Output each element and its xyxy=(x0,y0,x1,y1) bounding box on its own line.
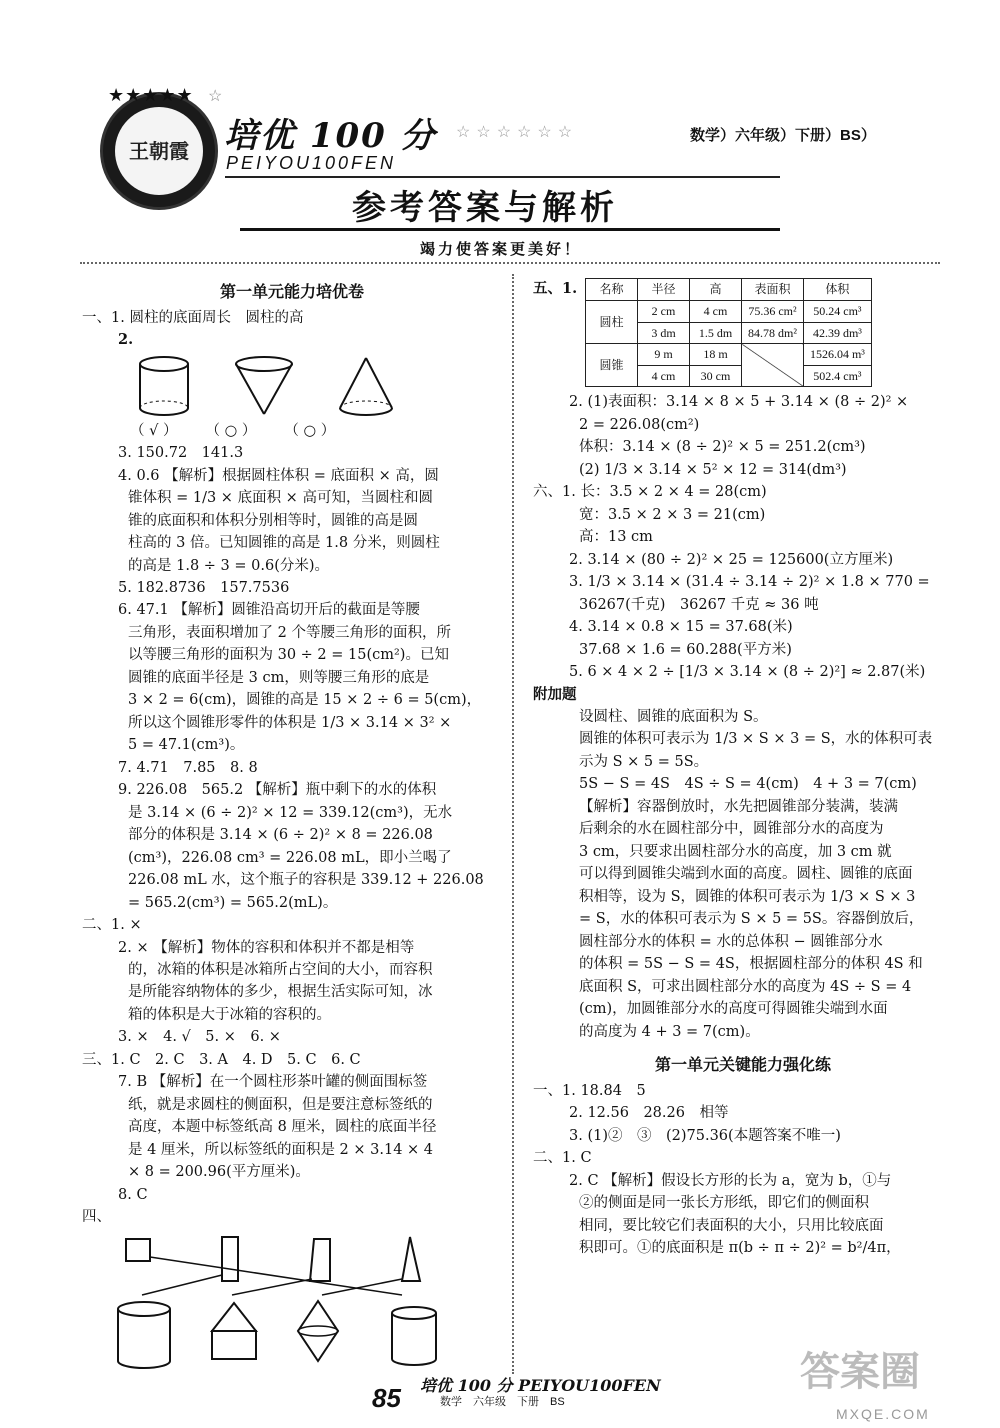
answer-line: 可以得到圆锥尖端到水面的高度。圆柱、圆锥的底面 xyxy=(579,866,913,883)
answer-line: 【解析】容器倒放时，水先把圆锥部分装满，装满 xyxy=(579,798,898,815)
logo-stars: ★★★★★ xyxy=(108,85,194,106)
answer-line: = S，水的体积可表示为 S × 5 = 5S。容器倒放后， xyxy=(579,911,924,928)
table-header-cell: 半径 xyxy=(638,279,690,301)
section-heading: 第一单元关键能力强化练 xyxy=(654,1055,831,1075)
table-cell-blank xyxy=(742,344,804,387)
table-cell: 9 m xyxy=(638,344,690,366)
answer-line: 是所能容纳物体的多少，根据生活实际可知，冰 xyxy=(128,984,433,1001)
table-label: 五、1. xyxy=(533,280,578,297)
table-header-row xyxy=(586,279,872,301)
answer-line: 2 = 226.08(cm²) xyxy=(579,416,700,433)
answer-line: 宽：3.5 × 2 × 3 = 21(cm) xyxy=(579,506,766,523)
table-header-cell: 表面积 xyxy=(742,279,804,301)
answer-line: 高度，本题中标签纸高 8 厘米，圆柱的底面半径 xyxy=(128,1119,437,1136)
answer-line: 箱的体积是大于冰箱的容积的。 xyxy=(128,1006,331,1023)
answer-line: 5. 6 × 4 × 2 ÷ [1/3 × 3.14 × (8 ÷ 2)²] ≈ 2.87(米) xyxy=(569,664,926,681)
brand-title: 培优 100 分 xyxy=(224,116,437,156)
answer-line: 体积：3.14 × (8 ÷ 2)² × 5 = 251.2(cm³) xyxy=(579,439,866,456)
answer-line: 36267(千克) 36267 千克 ≈ 36 吨 xyxy=(579,596,819,613)
brand-english: PEIYOU100FEN xyxy=(226,153,397,173)
answer-line: 柱高的 3 倍。已知圆锥的高是 1.8 分米，则圆柱 xyxy=(128,535,440,552)
dotted-divider xyxy=(80,262,940,264)
answer-line: 2. 12.56 28.26 相等 xyxy=(569,1105,729,1122)
footer-meta: 数学 六年级 下册 BS xyxy=(440,1396,565,1408)
inverted-cone-figure xyxy=(232,354,296,418)
answer-line: 锥体积 = 1/3 × 底面积 × 高可知，当圆柱和圆 xyxy=(128,490,433,507)
table-row xyxy=(586,301,872,323)
table-cell: 502.4 cm³ xyxy=(803,365,871,387)
answer-line: 37.68 × 1.6 = 60.288(平方米) xyxy=(579,641,792,658)
answer-line: 是 4 厘米，所以标签纸的面积是 2 × 3.14 × 4 xyxy=(128,1141,434,1158)
table-cell: 2 cm xyxy=(638,301,690,323)
page-title: 参考答案与解析 xyxy=(352,188,618,228)
logo-text: 王朝霞 xyxy=(115,107,203,195)
table-cell: 4 cm xyxy=(638,365,690,387)
title-rule xyxy=(240,228,780,231)
shape-figures xyxy=(82,354,502,418)
answer-line: 7. B 【解析】在一个圆柱形茶叶罐的侧面围标签 xyxy=(118,1074,428,1091)
answer-line: 高：13 cm xyxy=(579,529,653,546)
shape-marks xyxy=(82,420,502,442)
answer-line: 3 cm，只要求出圆柱部分水的高度，加 3 cm 就 xyxy=(579,843,892,860)
mark: （ √ ） xyxy=(130,422,178,439)
answer-line: 三角形，表面积增加了 2 个等腰三角形的面积，所 xyxy=(128,624,451,641)
watermark: 答案圈 xyxy=(800,1350,920,1394)
column-divider xyxy=(512,274,514,1374)
answer-line: 二、1. C xyxy=(533,1150,592,1167)
answer-line: 圆锥的底面半径是 3 cm，则等腰三角形的底是 xyxy=(128,669,430,686)
answer-line: 所以这个圆锥形零件的体积是 1/3 × 3.14 × 3² × xyxy=(128,714,452,731)
answer-line: 的高是 1.8 ÷ 3 = 0.6(分米)。 xyxy=(128,557,330,574)
table-cell: 4 cm xyxy=(690,301,742,323)
table-cell: 75.36 cm² xyxy=(742,301,804,323)
answer-line: 7. 4.71 7.85 8. 8 xyxy=(118,759,258,776)
answer-line: 6. 47.1 【解析】圆锥沿高切开后的截面是等腰 xyxy=(118,602,420,619)
table-cell: 1.5 dm xyxy=(690,322,742,344)
page-subtitle: 竭力使答案更美好！ xyxy=(420,240,583,258)
answer-line: (cm³)，226.08 cm³ = 226.08 mL，即小兰喝了 xyxy=(128,849,452,866)
answer-line: 2. 3.14 × (80 ÷ 2)² × 25 = 125600(立方厘米) xyxy=(569,551,894,568)
cone-figure xyxy=(334,354,398,418)
answer-line: 三、1. C 2. C 3. A 4. D 5. C 6. C xyxy=(82,1051,361,1068)
page-number: 85 xyxy=(372,1383,401,1413)
mark: （ ○ ） xyxy=(284,422,336,439)
answer-line: 2. × 【解析】物体的容积和体积并不都是相等 xyxy=(118,939,415,956)
table-row xyxy=(586,344,872,366)
answer-line: 9. 226.08 565.2 【解析】瓶中剩下的水的体积 xyxy=(118,782,437,799)
table-cell: 1526.04 m³ xyxy=(803,344,871,366)
answer-line: (cm)，加圆锥部分水的高度可得圆锥尖端到水面 xyxy=(579,1001,888,1018)
answer-line: 四、 xyxy=(82,1209,111,1226)
answer-line: 的体积 = 5S − S = 4S，根据圆柱部分的体积 4S 和 xyxy=(579,956,923,973)
answer-line: 积相等，设为 S，圆锥的体积可表示为 1/3 × S × 3 xyxy=(579,888,916,905)
answer-line: 积即可。①的底面积是 π(b ÷ π ÷ 2)² = b²/4π， xyxy=(579,1240,901,1257)
answer-line: 二、1. × xyxy=(82,917,142,934)
answer-line: 以等腰三角形的面积为 30 ÷ 2 = 15(cm²)。已知 xyxy=(128,647,449,664)
matching-diagram xyxy=(102,1235,502,1375)
answer-line: × 8 = 200.96(平方厘米)。 xyxy=(128,1164,310,1181)
table-cell: 圆柱 xyxy=(586,301,638,344)
table-header-cell: 名称 xyxy=(586,279,638,301)
table-cell: 圆锥 xyxy=(586,344,638,387)
cylinder-figure xyxy=(134,354,194,418)
answer-line: 一、1. 18.84 5 xyxy=(533,1082,646,1099)
answer-line: 2. (1)表面积：3.14 × 8 × 5 + 3.14 × (8 ÷ 2)² × xyxy=(569,394,909,411)
answer-line: = 565.2(cm³) = 565.2(mL)。 xyxy=(128,894,338,911)
left-column xyxy=(82,278,502,1382)
answer-line: 圆锥的体积可表示为 1/3 × S × 3 = S，水的体积可表 xyxy=(579,731,933,748)
answer-line: 示为 S × 5 = 5S。 xyxy=(579,753,709,770)
answer-line: ②的侧面是同一张长方形纸，即它们的侧面积 xyxy=(579,1195,869,1212)
bonus-heading: 附加题 xyxy=(533,685,577,703)
answer-line: 5. 182.8736 157.7536 xyxy=(118,580,290,597)
table-cell: 3 dm xyxy=(638,322,690,344)
answer-line: 5 = 47.1(cm³)。 xyxy=(128,737,245,754)
answer-line: 的，冰箱的体积是冰箱所占空间的大小，而容积 xyxy=(128,961,433,978)
answer-line: 3. × 4. √ 5. × 6. × xyxy=(118,1029,281,1046)
matching-figure xyxy=(82,1235,502,1382)
answer-line: 设圆柱、圆锥的底面积为 S。 xyxy=(579,709,768,725)
table-header-cell: 高 xyxy=(690,279,742,301)
answer-line: 后剩余的水在圆柱部分中，圆锥部分水的高度为 xyxy=(579,821,884,838)
answer-line: 底面积 S，可求出圆柱部分水的高度为 4S ÷ S = 4 xyxy=(579,978,912,995)
table-cell: 42.39 dm³ xyxy=(803,322,871,344)
answer-line: 一、1. 圆柱的底面周长 圆柱的高 xyxy=(82,309,304,326)
mark: （ ○ ） xyxy=(205,422,257,439)
answer-line: 的高度为 4 + 3 = 7(cm)。 xyxy=(579,1023,760,1040)
answer-line: 2. xyxy=(118,331,134,349)
answer-line: 2. C 【解析】假设长方形的长为 a，宽为 b，①与 xyxy=(569,1172,892,1189)
answer-line: 8. C xyxy=(118,1186,148,1203)
answer-line: 圆柱部分水的体积 = 水的总体积 − 圆锥部分水 xyxy=(579,933,883,950)
answer-line: 六、1. 长：3.5 × 2 × 4 = 28(cm) xyxy=(533,484,767,501)
answer-line: 3 × 2 = 6(cm)，圆锥的高是 15 × 2 ÷ 6 = 5(cm)， xyxy=(128,692,482,709)
answer-line: 相同，要比较它们表面积的大小，只用比较底面 xyxy=(579,1217,884,1234)
table-cell: 50.24 cm³ xyxy=(803,301,871,323)
answer-table xyxy=(585,278,872,387)
table-cell: 18 m xyxy=(690,344,742,366)
table-header-cell: 体积 xyxy=(803,279,871,301)
star-icon: ☆ xyxy=(208,86,223,105)
answer-line: 锥的底面积和体积分别相等时，圆锥的高是圆 xyxy=(128,512,418,529)
answer-line: 5S − S = 4S 4S ÷ S = 4(cm) 4 + 3 = 7(cm) xyxy=(579,776,917,793)
answer-line: 226.08 mL 水，这个瓶子的容积是 339.12 + 226.08 xyxy=(128,872,484,889)
book-meta: 数学）六年级）下册）BS） xyxy=(690,127,876,144)
answer-line: 部分的体积是 3.14 × (6 ÷ 2)² × 8 = 226.08 xyxy=(128,827,433,844)
answer-line: (2) 1/3 × 3.14 × 5² × 12 = 314(dm³) xyxy=(579,461,847,478)
right-column xyxy=(533,278,953,1260)
answer-line: 4. 3.14 × 0.8 × 15 = 37.68(米) xyxy=(569,619,793,636)
watermark-site: MXQE.COM xyxy=(836,1406,930,1422)
answer-line: 3. 150.72 141.3 xyxy=(118,445,244,462)
brand-stars: ☆☆☆☆☆☆ xyxy=(456,122,579,141)
answer-line: 是 3.14 × (6 ÷ 2)² × 12 = 339.12(cm³)，无水 xyxy=(128,804,453,821)
header-rule xyxy=(225,176,780,178)
table-cell: 84.78 dm² xyxy=(742,322,804,344)
table-cell: 30 cm xyxy=(690,365,742,387)
section-heading: 第一单元能力培优卷 xyxy=(219,282,364,301)
footer-brand: 培优 100 分 PEIYOU100FEN xyxy=(420,1376,661,1395)
answer-line: 纸，就是求圆柱的侧面积，但是要注意标签纸的 xyxy=(128,1096,433,1113)
answer-line: 3. 1/3 × 3.14 × (31.4 ÷ 3.14 ÷ 2)² × 1.8 × 770 = xyxy=(569,574,930,591)
answer-line: 4. 0.6 【解析】根据圆柱体积 = 底面积 × 高，圆 xyxy=(118,467,439,484)
answer-line: 3. (1)② ③ (2)75.36(本题答案不唯一) xyxy=(569,1127,841,1144)
